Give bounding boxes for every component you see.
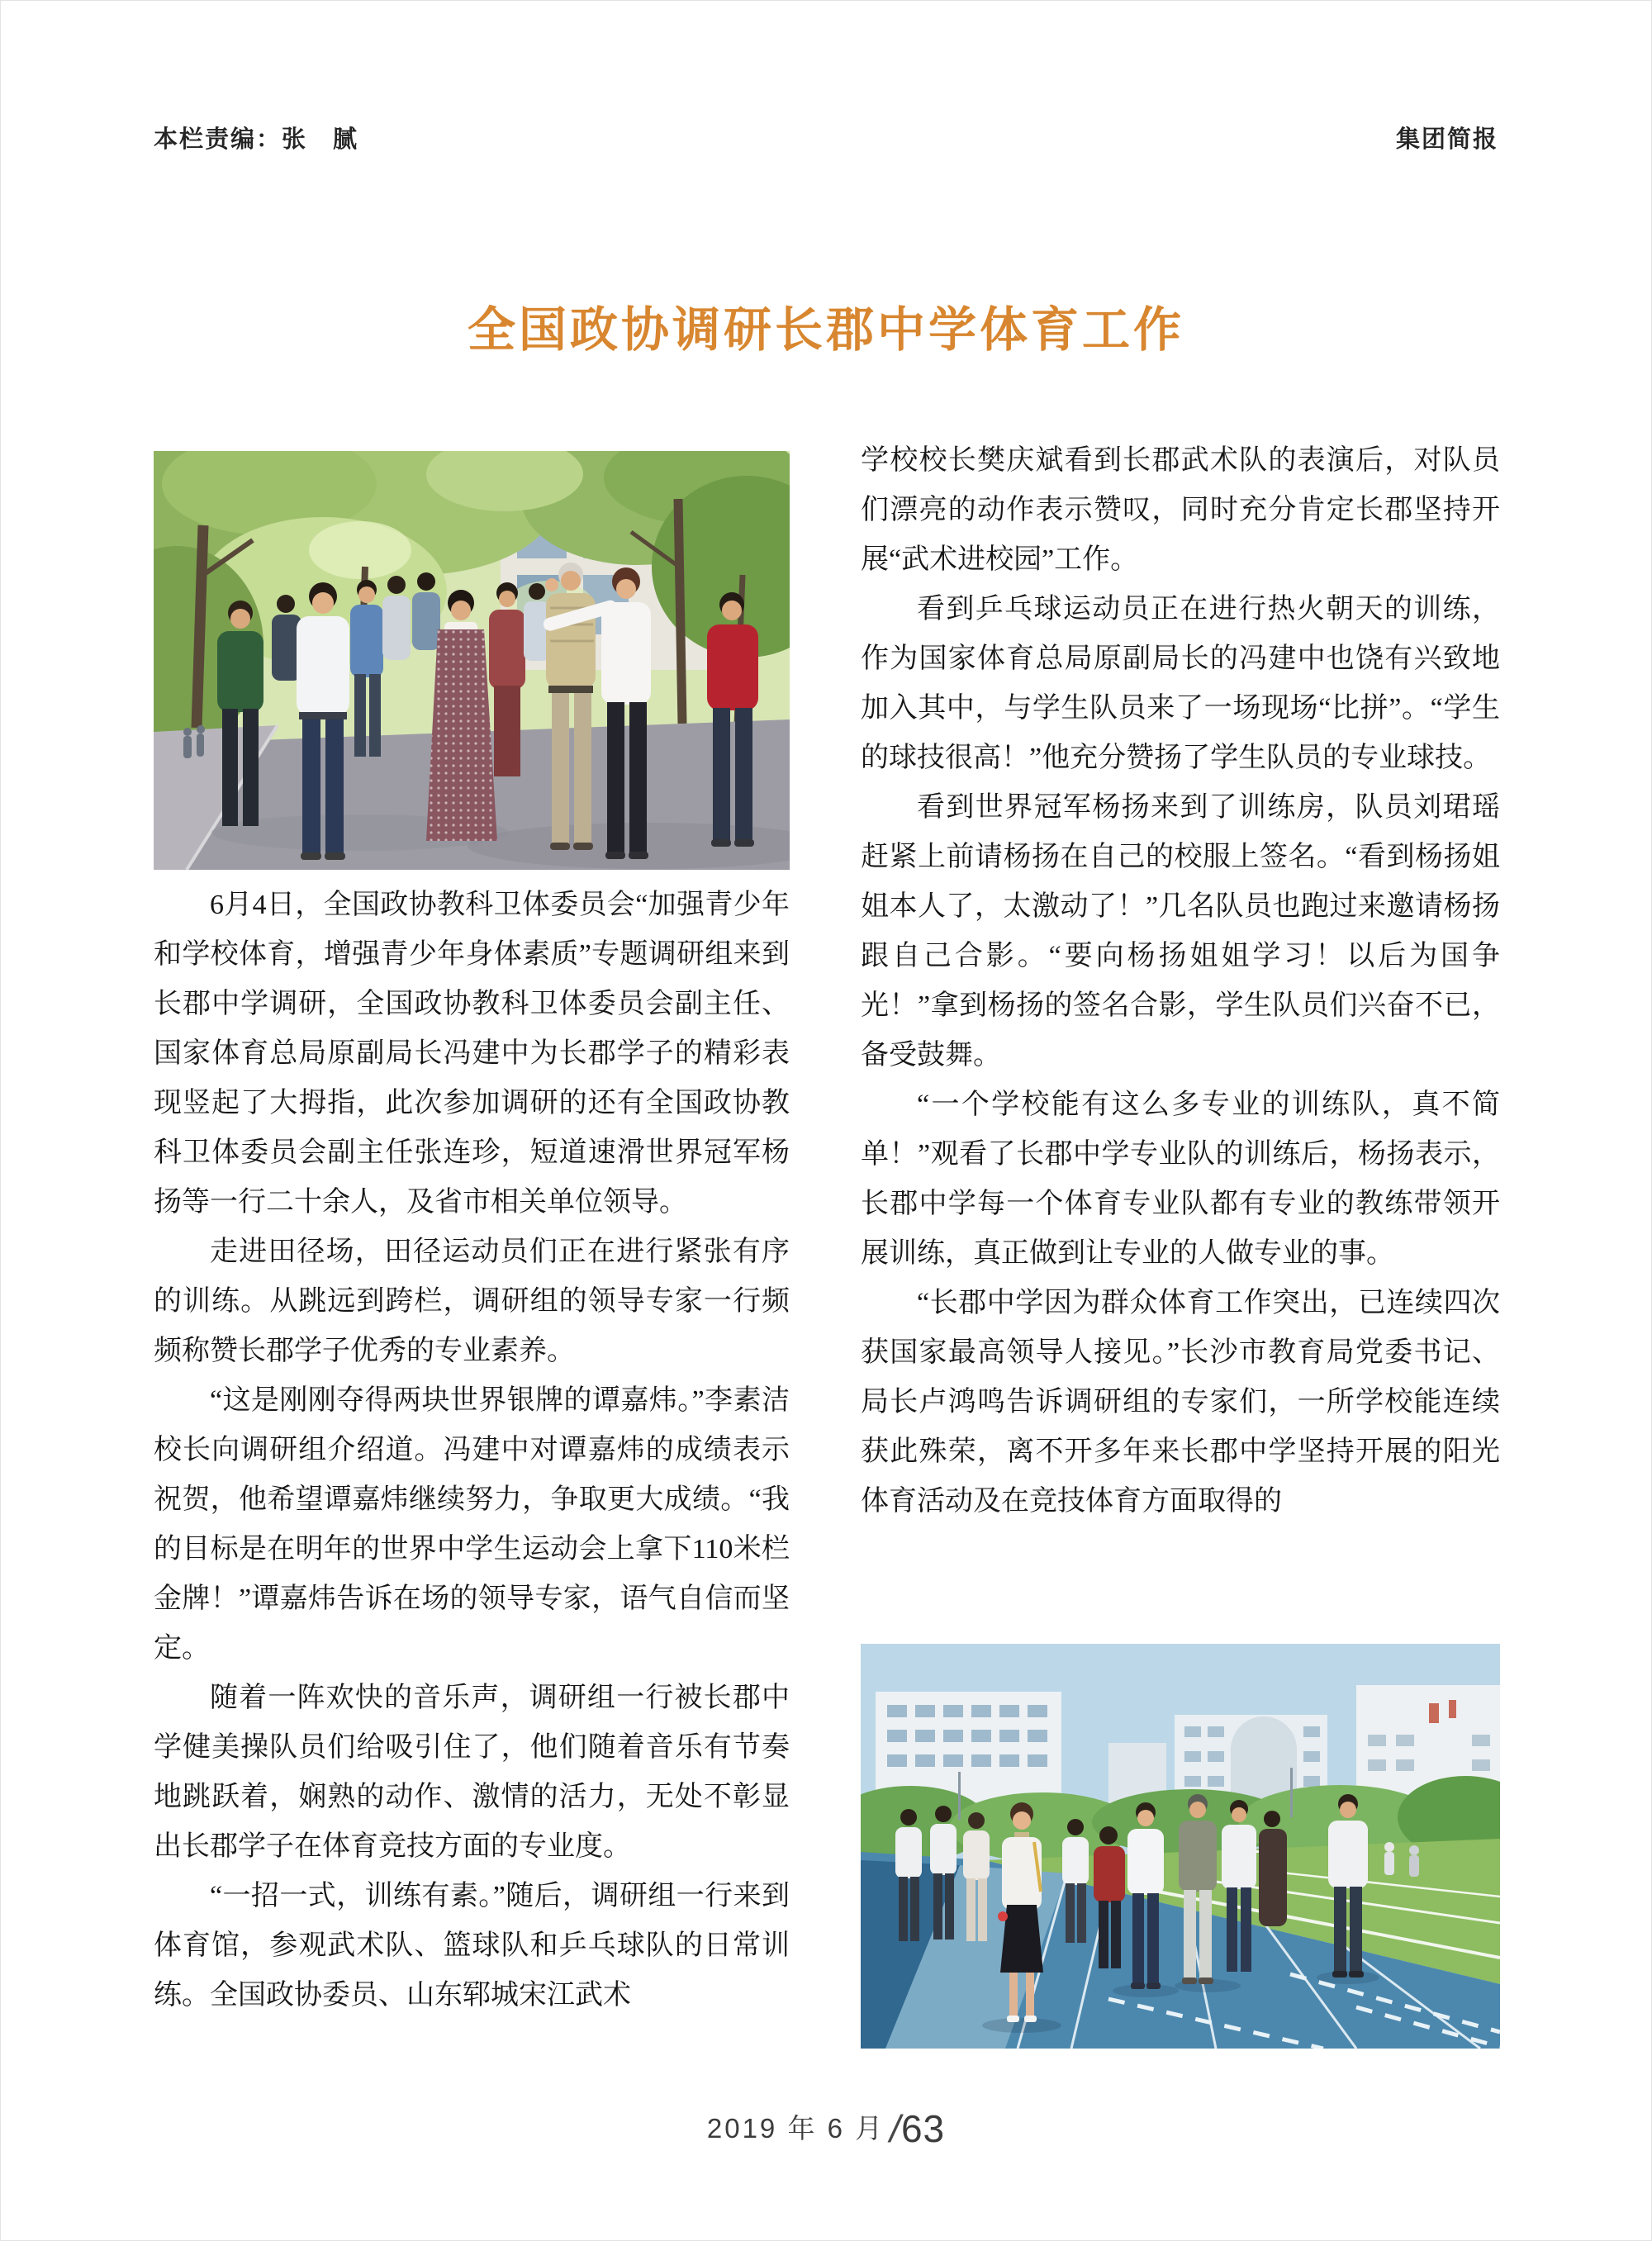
paragraph: 随着一阵欢快的音乐声，调研组一行被长郡中学健美操队员们给吸引住了，他们随着音乐有节奏地跳跃着，娴熟的动作、激情的活力，无处不彰显出长郡学子在体育竞技方面的专业度。 — [154, 1683, 790, 1862]
article-title: 全国政协调研长郡中学体育工作 — [467, 303, 1184, 357]
page-header — [154, 121, 1498, 154]
paragraph: 走进田径场，田径运动员们正在进行紧张有序的训练。从跳远到跨栏，调研组的领导专家一行频频称赞长郡学子优秀的专业素养。 — [154, 1237, 790, 1366]
page-footer — [0, 2106, 1652, 2151]
page-number: 63 — [900, 2107, 946, 2150]
photo-campus-road-visit — [154, 451, 790, 870]
column-editor-label: 本栏责编：张 腻 — [154, 126, 359, 153]
paragraph: 学校校长樊庆斌看到长郡武术队的表演后，对队员们漂亮的动作表示赞叹，同时充分肯定长郡坚持开展“武术进校园”工作。 — [861, 445, 1500, 575]
paragraph: “这是刚刚夺得两块世界银牌的谭嘉炜。”李素洁校长向调研组介绍道。冯建中对谭嘉炜的成绩表示祝贺，他希望谭嘉炜继续努力，争取更大成绩。“我的目标是在明年的世界中学生运动会上拿下110米栏金牌！”谭嘉炜告诉在场的领导专家，语气自信而坚定。 — [154, 1385, 790, 1664]
paragraph: 看到世界冠军杨扬来到了训练房，队员刘珺瑶赶紧上前请杨扬在自己的校服上签名。“看到杨扬姐姐本人了，太激动了！”几名队员也跑过来邀请杨扬跟自己合影。“要向杨扬姐姐学习！以后为国争光！”拿到杨扬的签名合影，学生队员们兴奋不已，备受鼓舞。 — [861, 792, 1500, 1071]
section-name: 集团简报 — [1395, 126, 1498, 153]
paragraph: 看到乒乓球运动员正在进行热火朝天的训练，作为国家体育总局原副局长的冯建中也饶有兴致地加入其中，与学生队员来了一场现场“比拼”。“学生的球技很高！”他充分赞扬了学生队员的专业球技。 — [861, 594, 1500, 773]
campus-photo-illustration — [154, 451, 790, 870]
paragraph: 6月4日，全国政协教科卫体委员会“加强青少年和学校体育，增强青少年身体素质”专题调研组来到长郡中学调研，全国政协教科卫体委员会副主任、国家体育总局原副局长冯建中为长郡学子的精彩表现竖起了大拇指，此次参加调研的还有全国政协教科卫体委员会副主任张连珍，短道速滑世界冠军杨扬等一行二十余人，及省市相关单位领导。 — [154, 890, 790, 1218]
paragraph: “一招一式，训练有素。”随后，调研组一行来到体育馆，参观武术队、篮球队和乒乓球队的日常训练。全国政协委员、山东郓城宋江武术 — [154, 1881, 790, 2011]
paragraph: “一个学校能有这么多专业的训练队，真不简单！”观看了长郡中学专业队的训练后，杨扬表示，长郡中学每一个体育专业队都有专业的教练带领开展训练，真正做到让专业的人做专业的事。 — [861, 1090, 1500, 1269]
paragraph: “长郡中学因为群众体育工作突出，已连续四次获国家最高领导人接见。”长沙市教育局党委书记、局长卢鸿鸣告诉调研组的专家们，一所学校能连续获此殊荣，离不开多年来长郡中学坚持开展的阳光体育活动及在竞技体育方面取得的 — [861, 1288, 1500, 1517]
right-column — [861, 436, 1500, 1526]
track-photo-illustration — [861, 1644, 1500, 2049]
left-column — [154, 881, 790, 2020]
photo-track-visit — [861, 1644, 1500, 2049]
footer-separator: / — [890, 2107, 900, 2150]
footer-date: 2019 年 6 月 — [706, 2113, 885, 2144]
